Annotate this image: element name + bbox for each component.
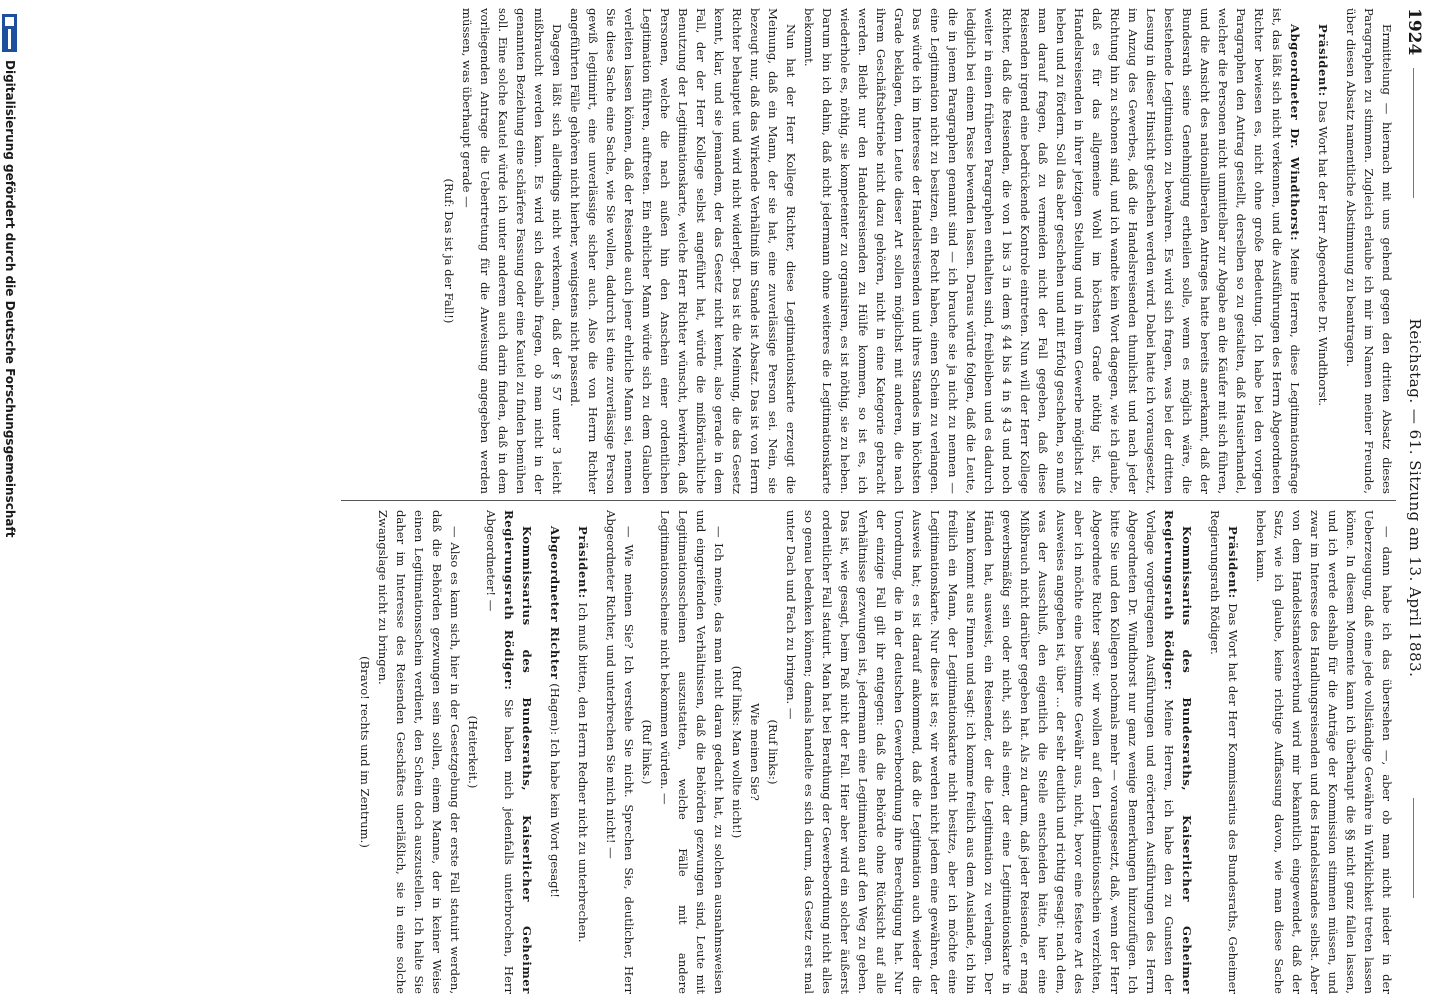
speech-text: Meine Herren, diese Legitimationsfrage ist, das läßt sich nicht verkennen, und die Ausführungen des Herrn Abgeordneten Richter bewiesen es, nicht ohne große Bedeutung. Ich habe bei den vorigen Paragraphen den Antrag gestellt, derselben so zu gestalten, daß Hausierhandel, welcher die Personen nicht unmittelbar zur Abgabe an die Käufer mit sich führen, und die Ansicht des nationalliberalen Antrages hatte bereits anerkannt, daß der Bundesrath seine Genehmigung ertheilen solle, wenn es möglich wäre, die bestehende Legitimation zu bewahren. Es wird sich fragen, was bei der dritten Lesung in dieser Hinsicht geschehen werden wird. Dabei hatte ich vorausgesetzt, im Anzug des Gewerbes, daß die Handelsreisenden thunlichst und nach jeder Richtung hin zu schonen sind, und ich wandte kein Wort dagegen, wie ich glaube, daß es für das allgemeine Wohl im höchsten Grade nöthig ist, die Handelsreisenden in ihrer jetzigen Stellung und in ihrem Gewerbe möglichst zu heben und zu fördern. Soll das aber geschehen und mit Erfolg geschehen, so muß man darauf fragen, daß zu vermeiden nicht der Fall gegeben, daß diese Reisenden irgend eine bedrückende Kontrole eintreten. Nun will der Herr Kollege Richter, daß die Reisenden, die von 1 bis 3 in dem § 44 bis 4 in § 43 und noch weiter in einen früheren Paragraphen enthalten sind, freibleiben und es dadurch lediglich bei einem Passe bewenden lassen. Daraus würde folgen, daß die Leute, die in jenem Paragraphen genannt sind — ich brauche sie ja nicht zu nennen — eine Legitimation nicht zu besitzen, ein Recht haben, einen Schein zu verlangen. Das würde ich im Interesse der Handelsreisenden und ihres Standes im höchsten Grade beklagen, denn Leute dieser Art sollen möglichst mit anderen, die nach ihrem Geschäftsbetriebe nicht dazu gehören, nicht in eine Kategorie gebracht werden. Bleibt nur den Handelsreisenden zu Hülfe kommen, so ist es, ich wiederhole es, nöthig, sie kompetenter zu organisiren, es ist nöthig, sie zu heben. Darum bin ich dahin, daß nicht jedermann ohne weiteres die Legitimationskarte bekommt. [802,8,1302,494]
body-paragraph: Nun hat der Herr Kollege Richter, diese Legitimationskarte erzeugt die Meinung, daß ein Mann, der sie hat, eine zuverlässige Person sei. Nein, sie bezeugt nur, daß das Wirkende Verhältniß im Stande ist Absatz. Das ist von Herrn Richter behauptet und wird nicht widerlegt. Das ist die Meinung, die das Gesetz kennt, klar, und sie jemandem, der das Gesetz nicht kennt, also gerade in dem Fall, der der Herr Kollege selbst angeführt hat, würde die mißbräuchliche Benutzung der Legitimationskarte, welche Herr Richter wünscht, bewirken, daß Personen, welche die nach außen hin den Anschein einer ordentlichen Legitimation führen, auftreten. Ein ehrlicher Mann würde sich zu dem Glauben verleiten lassen können, daß der Reisende auch jener ehrliche Mann sei, nennen Sie diese Sache eine Sache, wie Sie wollen, dadurch ist eine zuverlässige Person gewiß legitimirt, eine unverlässige sicher auch. Also die von Herrn Richter angeführten Fälle gehören nicht hierher, wenigstens nicht passend. [568,8,798,494]
paragraph-gap [592,510,602,994]
body-paragraph: — Also es kann sich, hier in der Gesetzgebung der erste Fall statuirt werden, daß die Behörden gezwungen sein sollen, einem Manne, der in keiner Weise einen Legitimationsschein verdient, den Schein doch auszustellen. Ich halte Sie daher im Interesse des Reisenden Geschäftes unerläßlich, sie in eine solche Zwangslage nicht zu bringen. [376,510,462,994]
interjection: (Ruf links: Man wollte nicht!) [730,665,744,839]
speech-paragraph [482,510,536,994]
speech-text: Das Wort hat der Herr Kommissarius des Bundesraths, Geheimer Regierungsrath Rödiger. [1208,510,1240,994]
left-column [311,8,1396,494]
header-rule-right [1413,798,1414,898]
body-paragraph: Ermittelung — hiernach mit uns gehend gegen den dritten Absatz dieses Paragraphen zu stimmen. Zugleich erlaube ich mir im Namen meiner Freunde, über diesen Absatz namentliche Abstimmung zu beantragen. [1344,8,1394,494]
speech-paragraph [1206,510,1242,994]
speaker-label: Präsident: [576,526,590,599]
colophon [0,0,18,1000]
speech-text: Das Wort hat der Herr Abgeordnete Dr. Windthorst. [1316,96,1330,407]
paragraph-gap [1196,510,1206,994]
header-title: Reichstag. — 61. Sitzung am 13. April 1883. [1406,318,1424,678]
interjection: (Ruf links.) [640,719,654,785]
right-column [336,510,1396,994]
speech-text: Ich muß bitten, den Herrn Redner nicht zu unterbrechen. [576,598,590,943]
paragraph-gap [564,510,574,994]
speech-paragraph [546,510,564,994]
speaker-label: Präsident: [1226,526,1240,599]
interjection: (Ruf links:) [766,719,780,785]
paragraph-gap [1304,8,1314,494]
body-paragraph: Dagegen läßt sich allerdings nicht verkennen, daß der § 57 unter 3 leicht mißbraucht werden kann. Es wird sich deshalb fragen, ob man nicht in der genannten Beziehung eine schärfere Fassung oder eine Kautel zu finden bemühen soll. Eine solche Kautel würde ich unter anderem auch darin finden, daß in dem vorliegenden Antrage die Uebertretung für die Anweisung angegeben werden müssen, was überhaupt gerade — [460,8,564,494]
body-paragraph: — dann habe ich das übersehen —, aber ob man nicht nieder in der Ueberzeugung, daß eine jede vollständige Gewähre in Wirklichkeit treten lassen könne. In diesem Momente kann ich überhaupt die §§ nicht ganz fallen lassen, und ich werde deshalb für die Anträge der Kommission stimmen müssen, und zwar im Interesse des Handlungsreisenden und des Handelsstandes selbst. Aber von dem Handelsstandesverbund wird mir bekanntlich eingewendet, daß der Satz, wie ich glaube, keine richtige Auffassung davon, wie man diese Sache heben kann. [1254,510,1394,994]
interjection: (Heiterkeit.) [466,715,480,789]
page-number: 1924 [1404,8,1424,56]
speech-paragraph [800,8,1304,494]
speech-text: (Hagen): Ich habe kein Wort gesagt! [548,679,562,898]
interjection: Wie meinen Sie? [748,703,762,801]
body-paragraph: — Ich meine, das man nicht daran gedacht hat, zu solchen ausnahmsweisen und eingreifenden Verhältnissen, daß die Behörden gezwungen sind, Leute mit Legitimationsscheinen auszustatten, welche Fälle mit andere Legitimationsscheine nicht bekommen würden. — [658,510,726,994]
speech-paragraph [574,510,592,994]
paragraph-gap [1242,510,1252,994]
speaker-label: Präsident: [1316,24,1330,97]
speaker-label: Kommissarius des Bundesraths, Kaiserlicher Geheimer Regierungsrath Rödiger: [502,510,534,994]
interjection: (Ruf: Das ist ja der Fall!) [442,178,456,324]
speech-text: Meine Herren, ich habe den zu Gunsten der Vorlage vorgetragenen Ausführungen und erörterten Ausführungen des Herrn Abgeordneten Dr. Windthorst nur ganz wenige Bemerkungen hinzuzufügen. Ich bitte Sie und den Kollegen nochmals mehr — vorausgesetzt, daß, wenn der Herr Abgeordnete Richter sagte: wir wollen auf den Legitimationsschein verzichten, aber ich möchte eine bestimmte Gewähr aus, nicht, bevor eine festere Art des Ausweises angegeben ist, über ... der sehr deutlich und richtig gesagt: nach dem, was der Ausschluß, den eigentlich die Stelle entscheiden hätte, hier eine Mißbrauch nicht darüber gegeben hat. Als zu darum, daß jeder Reisende, er mag gewerbsmäßig sein oder nicht, sich als einer, der eine Legitimationskarte in Händen hat, ausweist, ein Reisender, der die Legitimation zu verlangen. Der Mann kommt aus Finnen und sagt: ich komme freilich aus dem Auslande, ich bin freilich ein Mann, der Legitimationskarte nicht besitze, aber ich möchte eine Legitimationskarte. Nur diese ist es; wir werden nicht jedem eine gewähren, der Ausweis hat; es ist darauf ankommend, daß die Legitimation auch wieder die Unordnung, die in der deutschen Gewerbeordnung ihre Berechtigung hat. Nur der einzige Fall gilt ihr entgegen: daß die Behörde ohne Rücksicht auf alle Verhältnisse gezwungen ist, jedermann eine Legitimation auf den Weg zu geben. Das ist, wie gesagt, beim Paß nicht der Fall. Hier aber wird ein solcher äußerst ordentlicher Fall statuirt. Man hat bei Berathung der Gewerbeordnung nicht alles so genau bedenken können; damals handelte es sich darum, das Gesetz erst mal unter Dach und Fach zu bringen. — [784,510,1176,994]
speech-paragraph [1314,8,1332,494]
colophon-text: Digitalisierung gefördert durch die Deutsche Forschungsgemeinschaft [3,60,17,538]
speaker-label: Kommissarius des Bundesraths, Kaiserlicher Geheimer Regierungsrath Rödiger: [1162,510,1194,994]
speaker-label: Abgeordneter Richter [548,526,562,680]
dfg-logo-icon [2,14,17,52]
header-rule-left [1413,68,1414,198]
page-header [1400,8,1424,992]
column-divider [341,500,1396,501]
paragraph-gap [536,510,546,994]
body-paragraph: — Wie meinen Sie? Ich verstehe Sie nicht. Sprechen Sie, deutlicher, Herr Abgeordneter Richter, und unterbrechen Sie mich nicht! — [604,510,636,994]
speech-text: Sie haben mich jedenfalls unterbrochen, Herr Abgeordneter! — [484,510,516,994]
paragraph-gap [1332,8,1342,494]
speech-paragraph [782,510,1196,994]
interjection: (Bravo! rechts und im Zentrum.) [358,656,372,848]
speaker-label: Abgeordneter Dr. Windthorst: [1288,24,1302,242]
